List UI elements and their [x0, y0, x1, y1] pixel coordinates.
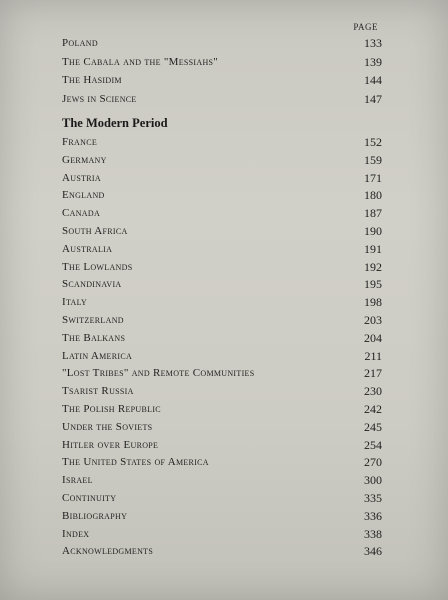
toc-entry — [62, 187, 382, 203]
toc-entry-title: The Balkans — [62, 331, 126, 344]
toc-entry — [62, 205, 382, 221]
toc-entry-title: Canada — [62, 207, 101, 220]
toc-entry — [62, 348, 382, 364]
toc-entry-page-number: 195 — [364, 277, 382, 292]
toc-entry — [62, 54, 382, 70]
toc-entry — [62, 312, 382, 328]
toc-entry — [62, 223, 382, 239]
toc-entry-title: The Cabala and the "Messiahs" — [62, 55, 219, 68]
toc-entry-page-number: 338 — [364, 526, 382, 541]
toc-entry-page-number: 139 — [364, 54, 382, 69]
toc-entry — [62, 152, 382, 168]
toc-entry-page-number: 180 — [364, 188, 382, 203]
toc-entry-page-number: 147 — [364, 91, 382, 106]
toc-entry — [62, 454, 382, 470]
toc-entry — [62, 383, 382, 399]
toc-entry-page-number: 335 — [364, 491, 382, 505]
toc-entry-page-number: 245 — [364, 419, 382, 434]
toc-entry-title: Austria — [62, 171, 101, 184]
toc-entry-title: Bibliography — [62, 509, 128, 522]
toc-entry-page-number: 171 — [364, 170, 382, 185]
toc-entry-title: Tsarist Russia — [62, 385, 134, 398]
toc-entry-title: Scandinavia — [62, 278, 122, 291]
toc-entry-title: Hitler over Europe — [62, 438, 159, 451]
toc-entry-page-number: 270 — [364, 455, 382, 470]
toc-entry-page-number: 346 — [364, 544, 382, 559]
toc-entry — [62, 401, 382, 417]
toc-entry-title: Israel — [62, 474, 93, 487]
toc-entry-page-number: 230 — [364, 384, 382, 399]
toc-entry — [62, 490, 382, 506]
toc-entry — [62, 437, 382, 453]
toc-entry-title: The Lowlands — [62, 260, 133, 273]
toc-entry — [62, 72, 382, 88]
toc-entry-page-number: 191 — [364, 241, 382, 256]
toc-entry — [62, 508, 382, 524]
section-heading: The Modern Period — [62, 116, 168, 130]
toc-entry-page-number: 336 — [364, 508, 382, 523]
toc-entry-page-number: 211 — [364, 348, 382, 363]
toc-entry — [62, 91, 382, 107]
toc-entry — [62, 543, 382, 559]
toc-entry-page-number: 133 — [364, 36, 382, 50]
toc-entry-title: Jews in Science — [62, 92, 137, 105]
toc-entry-title: Germany — [62, 153, 107, 166]
toc-entry-page-number: 203 — [364, 313, 382, 327]
toc-entry-title: Acknowledgments — [62, 545, 154, 558]
toc-entry-title: Poland — [62, 37, 98, 49]
toc-entry-page-number: 190 — [364, 224, 382, 238]
toc-entry — [62, 259, 382, 275]
page-column-header: PAGE — [353, 22, 378, 32]
toc-entry — [62, 294, 382, 310]
toc-entry — [62, 472, 382, 488]
toc-entry-title: Index — [62, 527, 90, 540]
toc-entry — [62, 330, 382, 346]
toc-entry-page-number: 144 — [364, 73, 382, 87]
toc-entry-page-number: 159 — [364, 152, 382, 167]
toc-entry-page-number: 192 — [364, 259, 382, 274]
toc-entry-title: South Africa — [62, 225, 128, 237]
toc-entry — [62, 276, 382, 292]
toc-entry — [62, 134, 382, 150]
toc-entry-page-number: 204 — [364, 330, 382, 345]
toc-entry — [62, 365, 382, 381]
toc-entry-page-number: 187 — [364, 206, 382, 221]
toc-entry-title: The United States of America — [62, 456, 209, 469]
toc-entry-title: Switzerland — [62, 314, 124, 326]
toc-entry-title: Latin America — [62, 349, 133, 362]
toc-entry-page-number: 198 — [364, 295, 382, 310]
toc-entry-title: "Lost Tribes" and Remote Communities — [62, 367, 255, 380]
toc-entry-page-number: 152 — [364, 135, 382, 149]
toc-entry-title: France — [62, 136, 98, 148]
toc-entry-page-number: 300 — [364, 473, 382, 488]
toc-entry-page-number: 242 — [364, 402, 382, 416]
toc-entry-title: England — [62, 189, 105, 202]
toc-entry — [62, 35, 382, 51]
toc-entry — [62, 170, 382, 186]
toc-entry-title: Under the Soviets — [62, 420, 153, 433]
toc-entry-title: Australia — [62, 242, 113, 255]
toc-entry — [62, 241, 382, 257]
toc-entry-page-number: 217 — [364, 366, 382, 381]
toc-entry — [62, 526, 382, 542]
toc-entry-title: Italy — [62, 296, 88, 309]
toc-entry-title: Continuity — [62, 492, 117, 504]
toc-entry — [62, 419, 382, 435]
toc-entry-title: The Polish Republic — [62, 403, 161, 415]
toc-entry-title: The Hasidim — [62, 74, 122, 86]
toc-entry-page-number: 254 — [364, 437, 382, 452]
